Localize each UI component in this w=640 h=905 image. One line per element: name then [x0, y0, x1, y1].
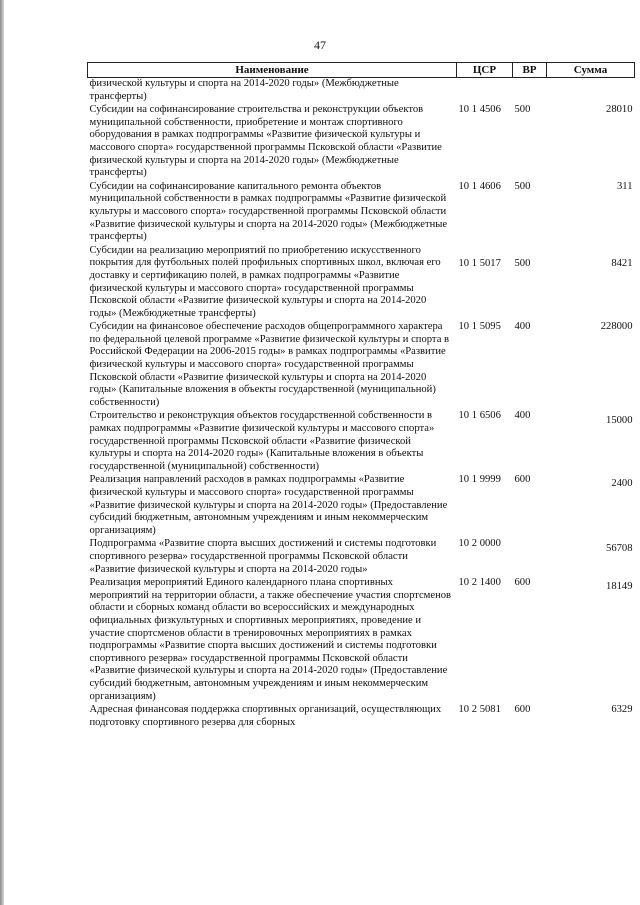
row-sum: 15000 [606, 415, 633, 427]
row-sum: 2400 [611, 478, 633, 490]
table-row [88, 474, 635, 538]
table-row [88, 104, 635, 181]
row-vr: 500 [514, 104, 531, 116]
header-name: Наименование [88, 63, 457, 78]
header-csr: ЦСР [457, 63, 513, 78]
row-csr: 10 1 5017 [458, 257, 501, 269]
row-sum: 311 [617, 180, 633, 192]
row-csr: 10 2 0000 [458, 538, 501, 550]
row-name: Реализация мероприятий Единого календарного плана спортивных мероприятий на территории области, а также обеспечение участия спортсменов области и сборных команд области во всероссийских и международных официальных физкультурных и спортивных мероприятиях, проведение и участие спортсменов области в тренировочных мероприятиях в рамках подпрограммы «Развитие спорта высших достижений и системы подготовки спортивного резерва» государственной программы Псковской области «Развитие физической культуры и спорта на 2014-2020 годы» (Предоставление субсидий бюджетным, автономным учреждениям и иным некоммерческим организациям) [89, 577, 452, 702]
row-name: Реализация направлений расходов в рамках подпрограммы «Развитие физической культуры и массового спорта» государственной программы «Развитие физической культуры и спорта на 2014-2020 годы» (Предоставление субсидий бюджетным, автономным учреждениям и иным некоммерческим организациям) [89, 474, 448, 536]
row-vr [513, 78, 547, 105]
header-vr: ВР [513, 63, 547, 78]
row-sum [547, 78, 635, 105]
table-header-row [88, 63, 635, 78]
row-sum: 28010 [606, 104, 633, 116]
row-vr: 600 [514, 474, 531, 486]
row-vr: 600 [514, 577, 531, 589]
row-vr [513, 538, 547, 577]
table-row [88, 410, 635, 474]
row-csr: 10 2 1400 [458, 577, 501, 589]
row-vr: 400 [514, 410, 531, 422]
row-name: физической культуры и спорта на 2014-2020 годы» (Межбюджетные трансферты) [89, 78, 399, 102]
row-csr: 10 1 9999 [458, 474, 501, 486]
table-row [88, 78, 635, 105]
row-csr [457, 78, 513, 105]
row-vr: 500 [514, 180, 531, 192]
budget-table [87, 62, 635, 730]
table-row [88, 181, 635, 245]
row-name: Строительство и реконструкция объектов государственной собственности в рамках подпрограммы «Развитие физической культуры и массового спорта» государственной программы Псковской области «Развитие физической культуры и спорта на 2014-2020 годы» (Капитальные вложения в объекты государственной (муниципальной) собственности) [89, 410, 435, 472]
header-sum: Сумма [547, 63, 635, 78]
row-name: Подпрограмма «Развитие спорта высших достижений и системы подготовки спортивного резерва» государственной программы Псковской области «Развитие физической культуры и спорта на 2014-2020 годы» [89, 538, 437, 575]
table-row [88, 538, 635, 577]
row-name: Субсидии на софинансирование строительства и реконструкции объектов муниципальной собственности, приобретение и монтаж спортивного оборудования в рамках подпрограммы «Развитие физической культуры и массового спорта» государственной программы Псковской области «Развитие физической культуры и спорта на 2014-2020 годы» (Межбюджетные трансферты) [89, 104, 442, 179]
table-row [88, 245, 635, 322]
row-name: Субсидии на софинансирование капитального ремонта объектов муниципальной собственности в рамках подпрограммы «Развитие физической культуры и массового спорта» государственной программы Псковской области «Развитие физической культуры и спорта на 2014-2020 годы» (Межбюджетные трансферты) [89, 180, 448, 243]
row-csr: 10 1 6506 [458, 410, 501, 422]
table-row [88, 321, 635, 410]
table-row [88, 704, 635, 730]
row-sum: 6329 [611, 704, 633, 716]
row-csr: 10 1 4506 [458, 104, 501, 116]
row-name: Субсидии на реализацию мероприятий по приобретению искусственного покрытия для футбольных полей профильных спортивных школ, включая его доставку и сертификацию полей, в рамках подпрограммы «Развитие физической культуры и массового спорта» государственной программы Псковской области «Развитие физической культуры и спорта на 2014-2020 годы» (Межбюджетные трансферты) [89, 244, 441, 319]
row-sum: 8421 [611, 257, 633, 269]
row-vr: 500 [514, 257, 531, 269]
row-vr: 600 [514, 704, 531, 716]
row-vr: 400 [514, 321, 531, 333]
row-csr: 10 1 4606 [458, 180, 501, 192]
row-sum: 228000 [600, 321, 633, 333]
row-name: Субсидии на финансовое обеспечение расходов общепрограммного характера по федеральной целевой программе «Развитие физической культуры и спорта в Российской Федерации на 2006-2015 годы» в рамках подпрограммы «Развитие физической культуры и массового спорта» государственной программы Псковской области «Развитие физической культуры и спорта на 2014-2020 годы» (Капитальные вложения в объекты государственной (муниципальной) собственности) [89, 321, 450, 408]
row-sum: 56708 [606, 543, 633, 555]
row-csr: 10 2 5081 [458, 704, 501, 716]
table-row [88, 577, 635, 704]
scan-edge-shadow [0, 0, 4, 905]
row-name: Адресная финансовая поддержка спортивных организаций, осуществляющих подготовку спортивного резерва для сборных [89, 704, 442, 728]
row-csr: 10 1 5095 [458, 321, 501, 333]
page-number: 47 [314, 38, 326, 52]
row-sum: 18149 [606, 581, 633, 593]
